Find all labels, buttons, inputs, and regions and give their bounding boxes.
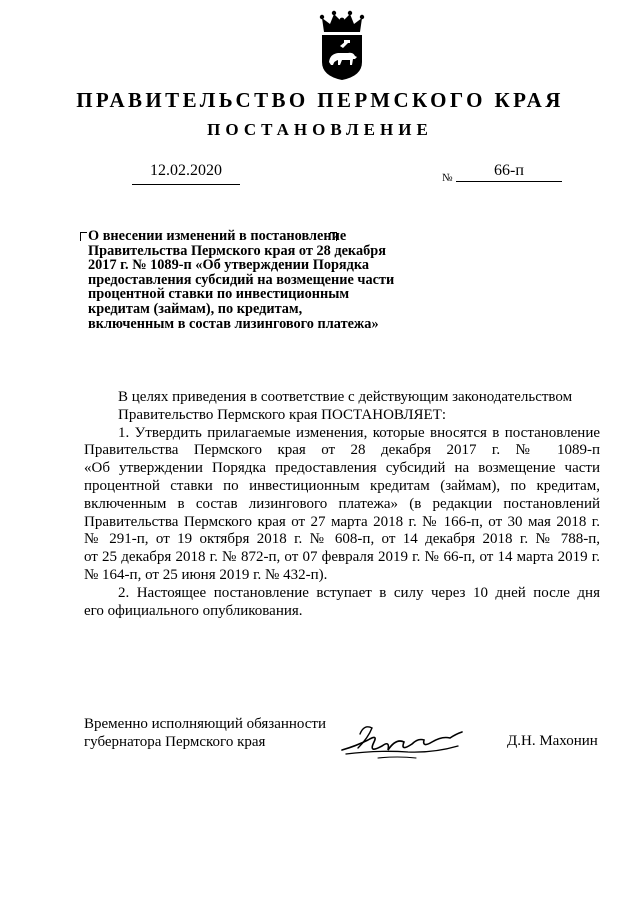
item2-line: его официального опубликования. bbox=[84, 602, 303, 619]
item1-line: № 291-п, от 19 октября 2018 г. № 608-п, от 14 декабря 2018 г. № 788-п, bbox=[84, 531, 600, 548]
document-type: ПОСТАНОВЛЕНИЕ bbox=[207, 120, 433, 139]
item1-line: процентной ставки по инвестиционным кредитам (займам), по кредитам, bbox=[84, 477, 600, 494]
signatory-position-line: губернатора Пермского края bbox=[84, 733, 266, 750]
subject-bracket-left bbox=[80, 232, 87, 241]
subject-line: предоставления субсидий на возмещение части bbox=[88, 271, 395, 288]
item2-line: 2. Настоящее постановление вступает в силу через 10 дней после дня bbox=[118, 584, 600, 601]
handwritten-signature-icon bbox=[338, 720, 466, 762]
subject-line: Правительства Пермского края от 28 декабря bbox=[88, 242, 386, 259]
subject-line: процентной ставки по инвестиционным bbox=[88, 286, 350, 303]
item1-line: «Об утверждении Порядка предоставления субсидий на возмещение части bbox=[84, 460, 600, 477]
intro-line: В целях приведения в соответствие с действующим законодательством bbox=[118, 389, 573, 405]
signatory-position bbox=[84, 716, 326, 751]
subject-line: включенным в состав лизингового платежа» bbox=[88, 315, 379, 332]
document-number: 66-п bbox=[494, 162, 524, 179]
document-subject bbox=[88, 229, 428, 331]
subject-line: О внесении изменений в постановление bbox=[88, 228, 347, 244]
item1-line: 1. Утвердить прилагаемые изменения, которые вносятся в постановление bbox=[118, 424, 600, 441]
date-underline bbox=[132, 184, 240, 185]
document-date: 12.02.2020 bbox=[150, 162, 222, 179]
subject-line: кредитам (займам), по кредитам, bbox=[88, 300, 303, 317]
number-underline bbox=[456, 181, 562, 182]
number-sign: № bbox=[442, 172, 453, 184]
government-title: ПРАВИТЕЛЬСТВО ПЕРМСКОГО КРАЯ bbox=[76, 88, 564, 112]
signatory-position-line: Временно исполняющий обязанности bbox=[84, 716, 327, 732]
item1-line: № 164-п, от 25 июня 2019 г. № 432-п). bbox=[84, 566, 328, 583]
item1-line: Правительства Пермского края от 28 декабря 2017 г. № 1089-п bbox=[84, 442, 600, 459]
item1-line: Правительства Пермского края от 27 марта 2018 г. № 166-п, от 30 мая 2018 г. bbox=[84, 513, 600, 530]
intro-line: Правительство Пермского края ПОСТАНОВЛЯЕТ: bbox=[118, 406, 447, 423]
item1-line: от 25 декабря 2018 г. № 872-п, от 07 февраля 2019 г. № 66-п, от 14 марта 2019 г. bbox=[84, 549, 600, 566]
subject-line: 2017 г. № 1089-п «Об утверждении Порядка bbox=[88, 257, 370, 274]
signatory-name: Д.Н. Махонин bbox=[507, 733, 598, 749]
document-body bbox=[84, 389, 600, 620]
item1-line: включенным в состав лизингового платежа» (в редакции постановлений bbox=[84, 495, 600, 512]
perm-krai-coat-of-arms-icon bbox=[316, 10, 368, 82]
